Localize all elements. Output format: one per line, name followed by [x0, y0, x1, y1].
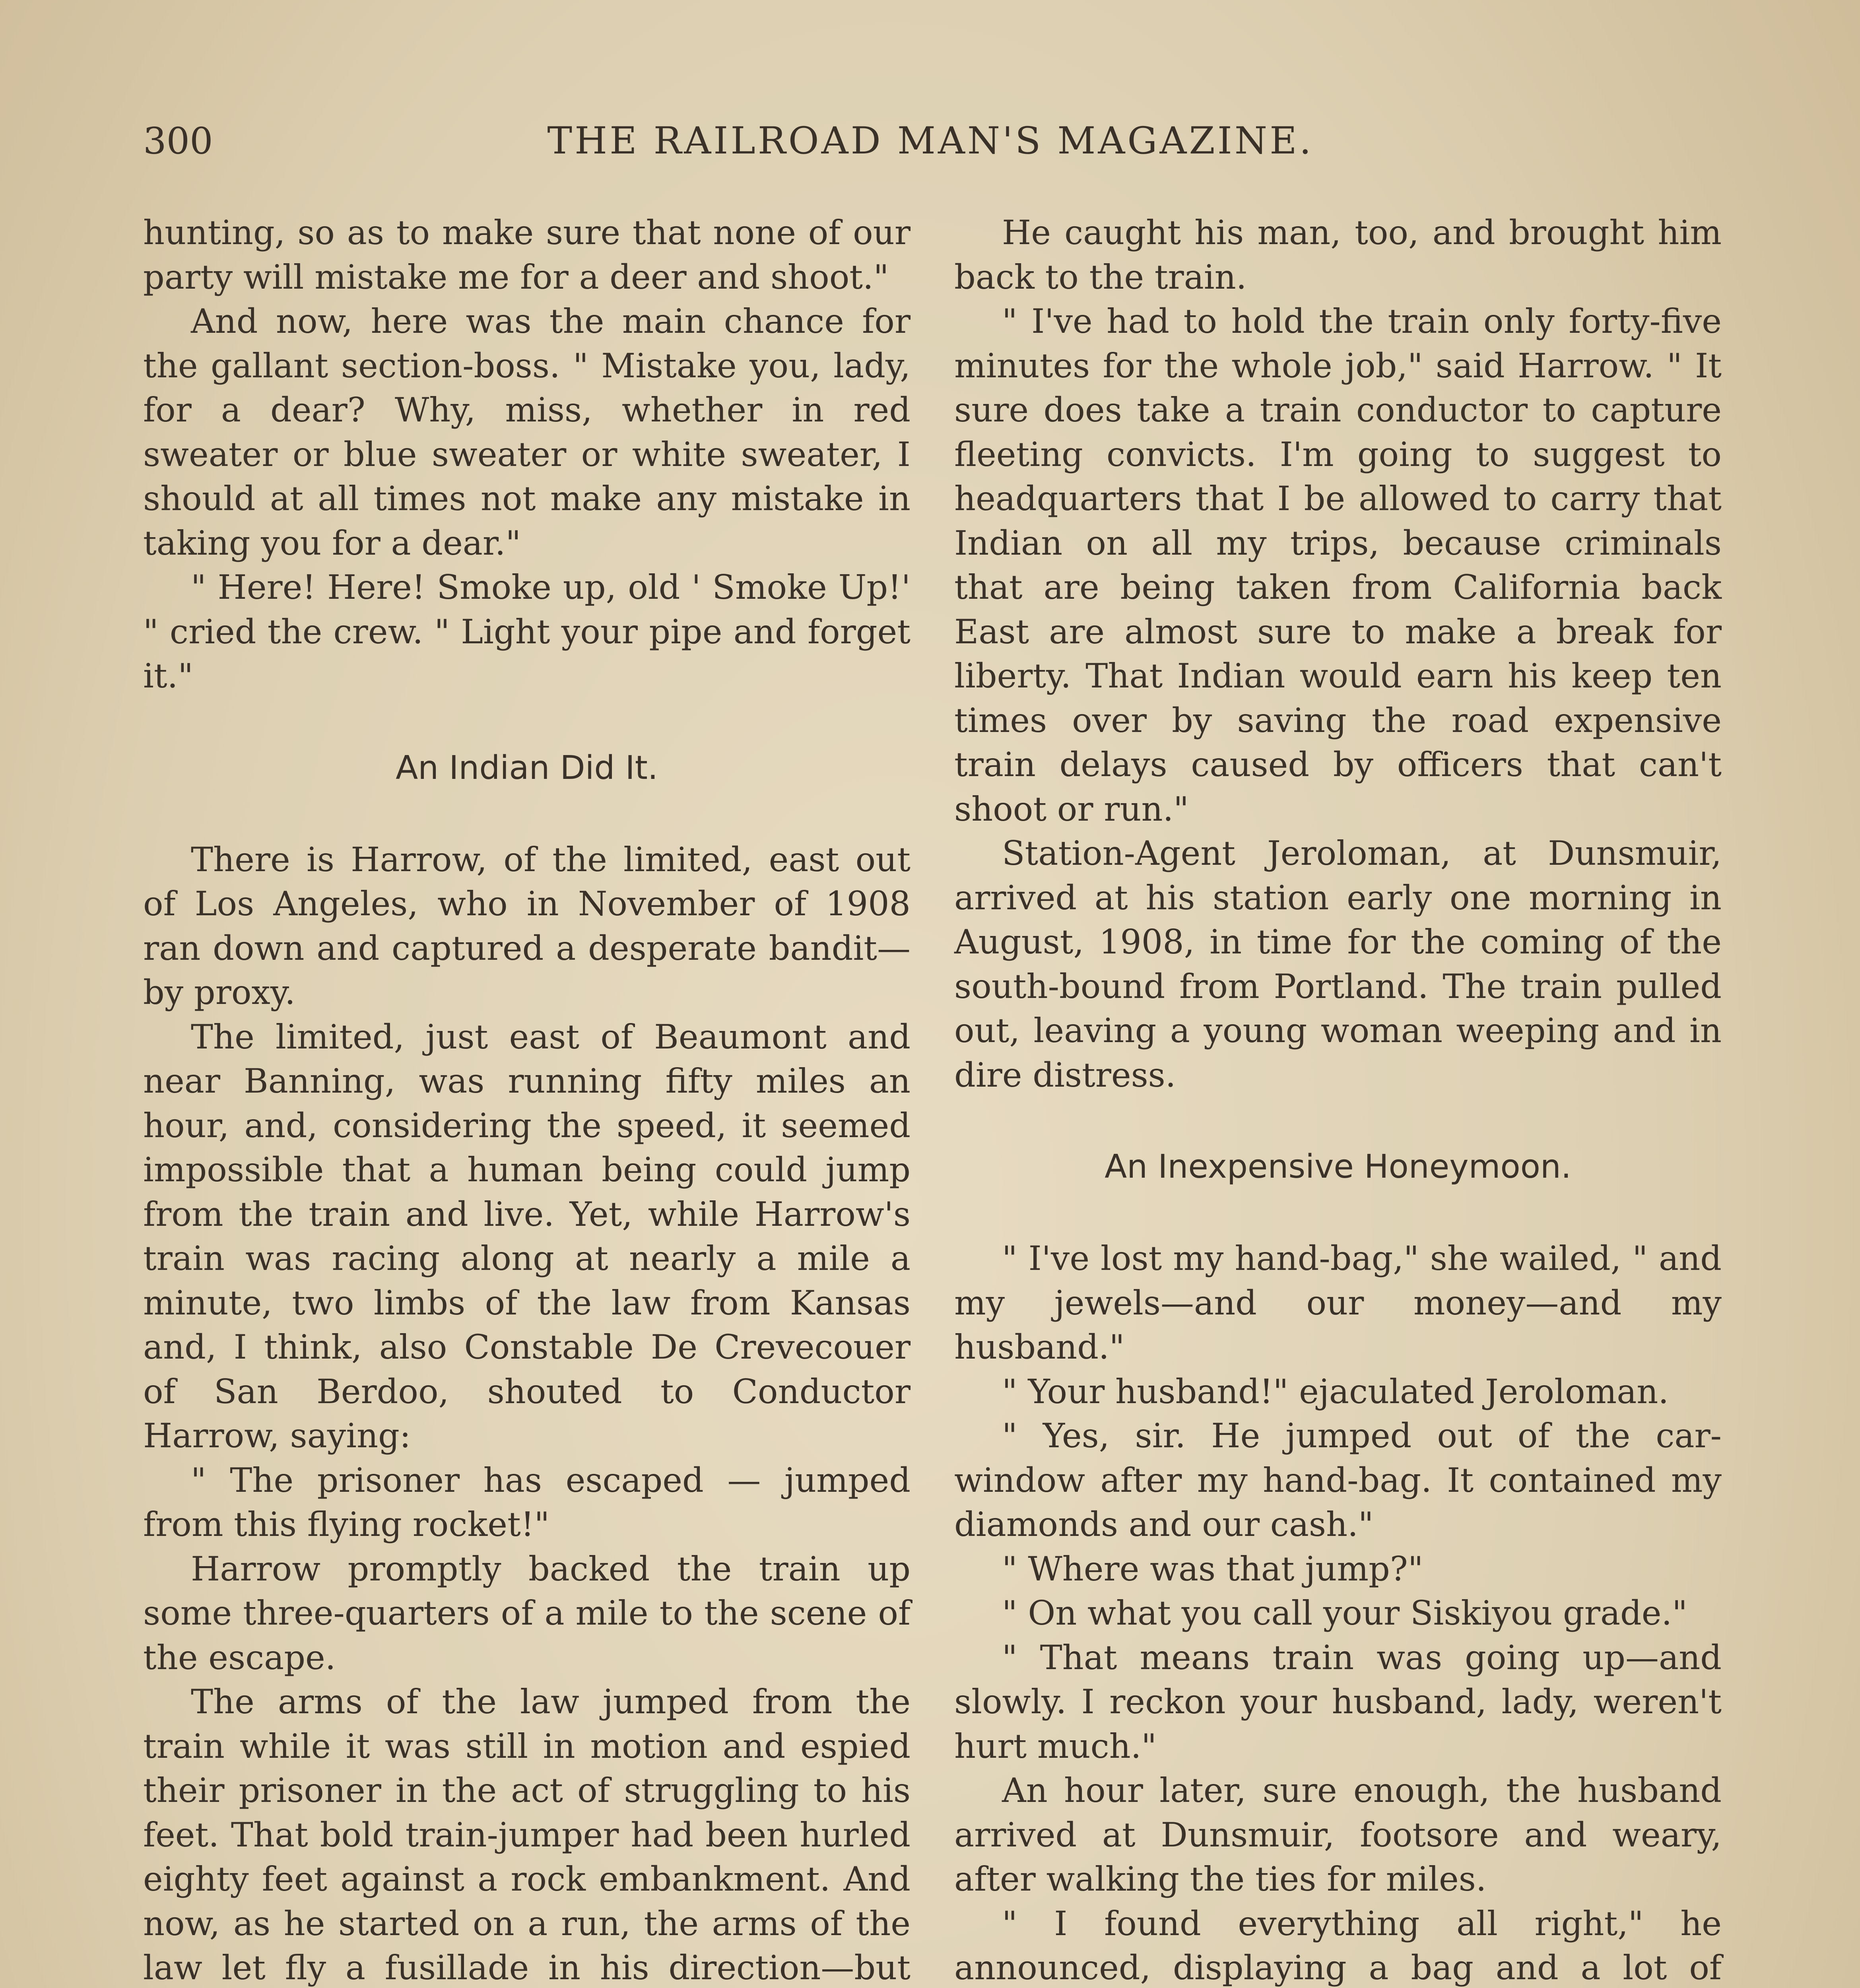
paragraph: He caught his man, too, and brought him back to the train. — [954, 213, 1722, 297]
paragraph: " The prisoner has escaped — jumped from this flying rocket!" — [143, 1460, 911, 1544]
page-number: 300 — [143, 120, 213, 162]
paragraph: " I've lost my hand-bag," she wailed, " and my jewels—and our money—and my husband." — [954, 1239, 1722, 1367]
right-column — [954, 211, 1722, 1988]
paragraph: The arms of the law jumped from the train while it was still in motion and espied their prisoner in the act of struggling to his feet. That bold train-jumper had been hurled eighty feet against a rock embankment. And now, as he started on a run, the arms of the law let fly a fusillade in his direction—but — [143, 1682, 911, 1987]
running-title: THE RAILROAD MAN'S MAGAZINE. — [547, 119, 1314, 163]
paragraph: " Your husband!" ejaculated Jeroloman. — [1002, 1372, 1669, 1411]
paragraph: " Yes, sir. He jumped out of the car-window after my hand-bag. It contained my diamonds and our cash." — [954, 1416, 1722, 1544]
paragraph: " I found everything all right," he announced, displaying a bag and a lot of — [954, 1904, 1722, 1987]
paragraph: " Here! Here! Smoke up, old ' Smoke Up!' " cried the crew. " Light your pipe and forget it." — [143, 568, 911, 695]
left-column — [143, 211, 911, 1988]
paragraph: " I've had to hold the train only forty-five minutes for the whole job," said Harrow. " It sure does take a train conductor to capture fleeting convicts. I'm going to suggest to headquarters that I be allowed to carry that Indian on all my trips, because criminals that are being taken from California back East are almost sure to make a break for liberty. That Indian would earn his keep ten times over by saving the road expensive train delays caused by officers that can't shoot or run." — [954, 302, 1722, 829]
paragraph: An hour later, sure enough, the husband arrived at Dunsmuir, footsore and weary, after walking the ties for miles. — [954, 1771, 1722, 1899]
paragraph: " Where was that jump?" — [1002, 1549, 1423, 1588]
paragraph: hunting, so as to make sure that none of our party will mistake me for a deer and shoot." — [143, 213, 911, 297]
paragraph: Harrow promptly backed the train up some three-quarters of a mile to the scene of the escape. — [143, 1549, 911, 1677]
page-header — [143, 119, 1718, 187]
section-heading: An Inexpensive Honeymoon. — [1105, 1148, 1571, 1186]
paragraph: " That means train was going up—and slowly. I reckon your husband, lady, weren't hurt much." — [954, 1638, 1722, 1766]
paragraph: The limited, just east of Beaumont and near Banning, was running fifty miles an hour, and, considering the speed, it seemed impossible that a human being could jump from the train and live. Yet, while Harrow's train was racing along at nearly a mile a minute, two limbs of the law from Kansas and, I think, also Constable De Crevecouer of San Berdoo, shouted to Conductor Harrow, saying: — [143, 1017, 911, 1455]
paragraph: Station-Agent Jeroloman, at Dunsmuir, arrived at his station early one morning in August, 1908, in time for the coming of the south-bound from Portland. The train pulled out, leaving a young woman weeping and in dire distress. — [954, 834, 1722, 1095]
section-heading: An Indian Did It. — [396, 749, 658, 787]
paragraph: And now, here was the main chance for the gallant section-boss. " Mistake you, lady, for a dear? Why, miss, whether in red sweater or blue sweater or white sweater, I should at all times not make any mistake in taking you for a dear." — [143, 302, 911, 563]
paragraph: There is Harrow, of the limited, east out of Los Angeles, who in November of 1908 ran down and captured a desperate bandit—by proxy. — [143, 840, 911, 1012]
paragraph: " On what you call your Siskiyou grade." — [1002, 1594, 1687, 1633]
